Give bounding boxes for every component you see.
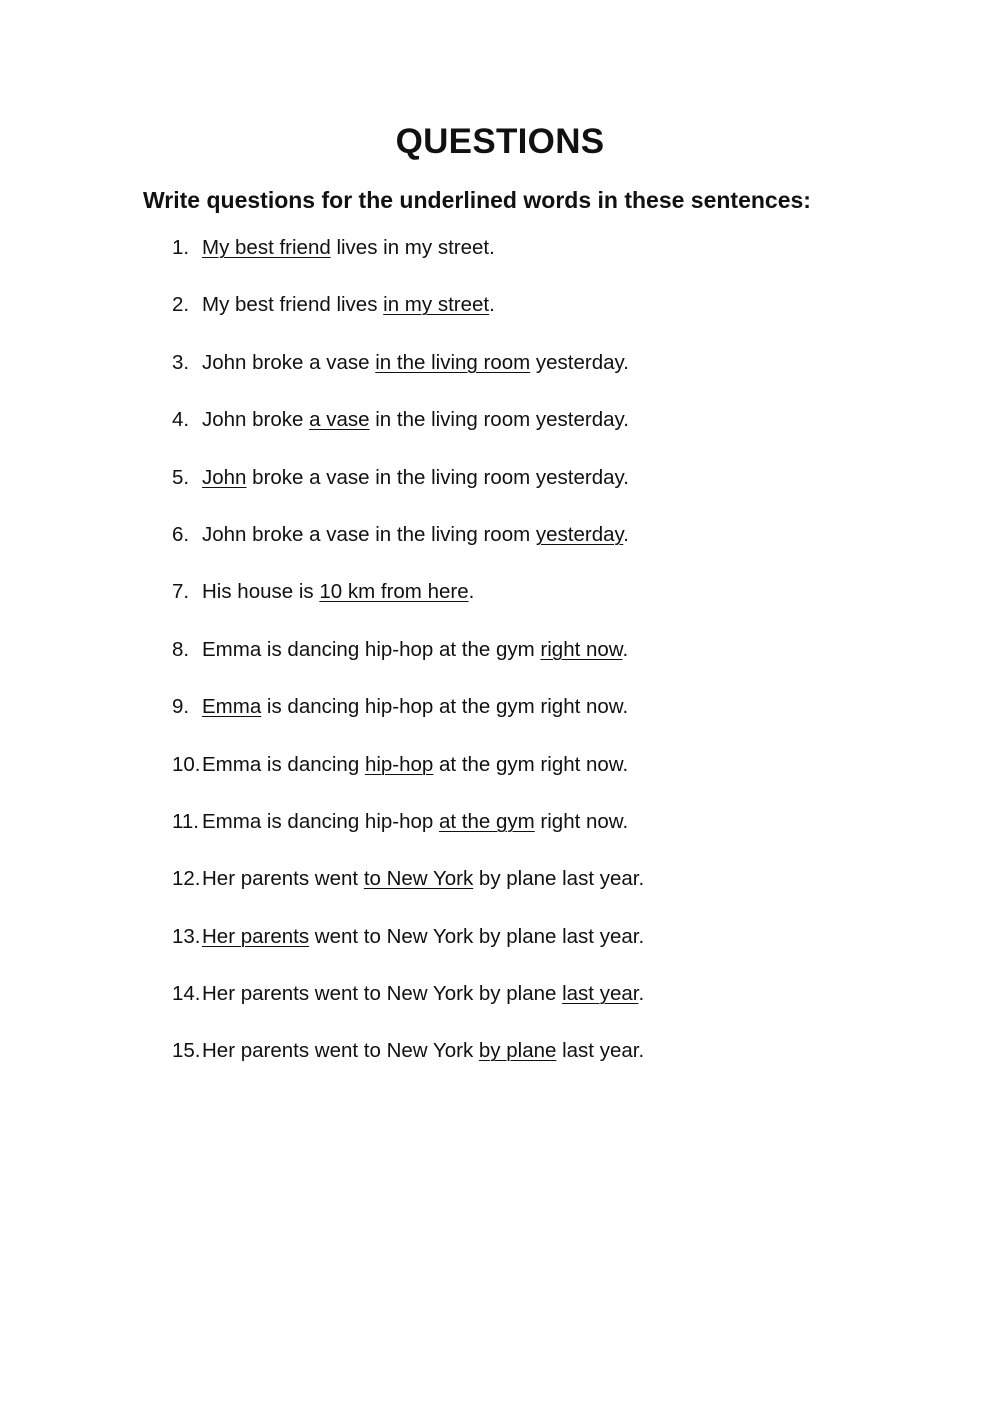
underlined-words: a vase <box>309 408 370 432</box>
list-item <box>0 692 644 749</box>
item-number: 2. <box>172 293 190 317</box>
list-item <box>0 577 644 634</box>
item-sentence <box>202 405 629 435</box>
sentence-after: in the living room yesterday. <box>369 408 629 432</box>
underlined-words: last year <box>562 982 639 1006</box>
item-sentence <box>202 635 628 665</box>
underlined-words: My best friend <box>202 236 331 259</box>
underlined-words: by plane <box>478 1039 557 1063</box>
underlined-words: to New York <box>363 867 474 891</box>
sentence-after: at the gym right now. <box>433 752 629 776</box>
underlined-words: in the living room <box>375 350 531 374</box>
item-number: 7. <box>172 580 190 604</box>
sentence-before: John broke a vase <box>202 350 376 374</box>
item-sentence <box>202 233 495 263</box>
underlined-words: Emma <box>202 695 262 719</box>
item-number: 15. <box>172 1039 201 1063</box>
sentence-after: . <box>489 293 495 317</box>
sentence-after: last year. <box>556 1039 645 1063</box>
item-number: 5. <box>172 465 190 489</box>
item-number: 9. <box>172 695 190 719</box>
sentence-before: John broke <box>202 408 310 432</box>
list-item <box>0 520 644 577</box>
list-item <box>0 979 644 1036</box>
instruction-text: Write questions for the underlined words in these sentences: <box>143 187 811 213</box>
item-sentence <box>202 577 474 607</box>
item-sentence <box>202 348 629 378</box>
item-number: 1. <box>172 236 190 259</box>
list-item <box>0 1036 644 1093</box>
item-sentence <box>202 864 644 894</box>
item-number: 12. <box>172 867 201 891</box>
list-item <box>0 348 644 405</box>
underlined-words: hip-hop <box>364 752 434 776</box>
underlined-words: in my street <box>383 293 490 317</box>
item-number: 4. <box>172 408 190 432</box>
sentence-before: Emma is dancing hip-hop <box>202 809 440 833</box>
item-number: 3. <box>172 350 190 374</box>
item-sentence <box>202 807 628 837</box>
item-sentence <box>202 979 644 1009</box>
sentence-after: went to New York by plane last year. <box>309 924 645 948</box>
sentence-before: Her parents went to New York by plane <box>202 982 563 1006</box>
item-number: 6. <box>172 522 190 546</box>
sentence-after: . <box>622 637 629 661</box>
item-sentence <box>202 922 644 952</box>
sentence-after: broke a vase in the living room yesterday. <box>246 465 629 489</box>
sentence-after: is dancing hip-hop at the gym right now. <box>261 695 629 719</box>
underlined-words: 10 km from here <box>319 580 469 604</box>
underlined-words: yesterday <box>535 522 624 546</box>
underlined-words: at the gym <box>439 809 535 833</box>
sentence-after: . <box>623 522 629 546</box>
item-number: 8. <box>172 637 190 661</box>
page-title: QUESTIONS <box>395 122 605 161</box>
sentence-after: right now. <box>534 809 629 833</box>
underlined-words: right now <box>540 637 623 661</box>
list-item <box>0 233 644 290</box>
item-sentence <box>202 692 628 722</box>
sentence-before: Her parents went <box>202 867 364 891</box>
sentence-after: lives in my street. <box>330 236 495 259</box>
sentence-before: My best friend lives <box>202 293 384 317</box>
item-number: 11. <box>172 809 199 833</box>
sentence-before: Her parents went to New York <box>202 1039 479 1063</box>
question-list <box>0 233 644 1094</box>
item-sentence <box>202 463 629 493</box>
list-item <box>0 864 644 921</box>
sentence-after: . <box>468 580 475 604</box>
item-number: 13. <box>172 924 201 948</box>
sentence-after: yesterday. <box>530 350 629 374</box>
list-item <box>0 807 644 864</box>
sentence-before: Emma is dancing <box>202 752 365 776</box>
item-sentence <box>202 290 495 320</box>
item-number: 10. <box>172 752 201 776</box>
item-sentence <box>202 1036 644 1066</box>
underlined-words: Her parents <box>202 924 310 948</box>
sentence-after: . <box>638 982 645 1006</box>
item-sentence <box>202 520 629 550</box>
item-sentence <box>202 750 628 780</box>
list-item <box>0 922 644 979</box>
sentence-before: His house is <box>202 580 320 604</box>
sentence-after: by plane last year. <box>473 867 645 891</box>
list-item <box>0 405 644 462</box>
list-item <box>0 463 644 520</box>
sentence-before: Emma is dancing hip-hop at the gym <box>202 637 541 661</box>
list-item <box>0 635 644 692</box>
list-item <box>0 750 644 807</box>
list-item <box>0 290 644 347</box>
sentence-before: John broke a vase in the living room <box>202 522 536 546</box>
underlined-words: John <box>202 465 247 489</box>
item-number: 14. <box>172 982 201 1006</box>
